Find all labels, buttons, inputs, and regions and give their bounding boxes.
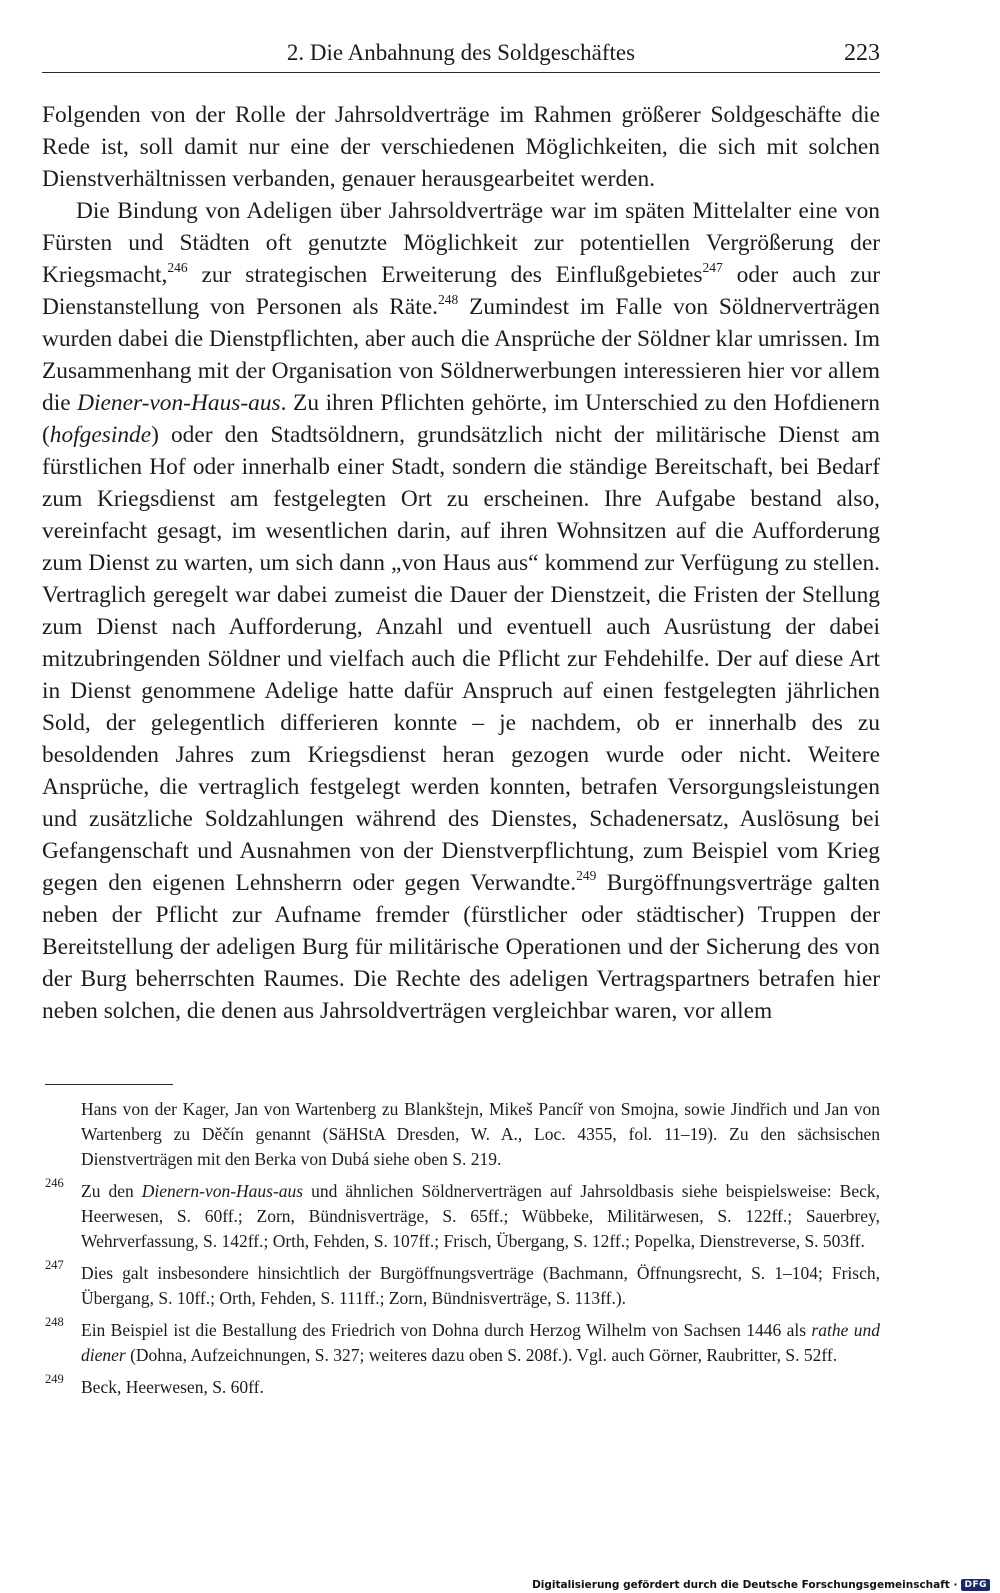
text-run: Burgöffnungsverträge galten neben der Pflicht zur Aufname fremder (fürstlicher oder städtischer) Truppen der Bereitstellung der adeligen Burg für militärische Operationen und der Sicherung des von der Burg beherrschten Raumes. Die Rechte des adeligen Vertragspartners betrafen hier neben solchen, die denen aus Jahrsoldverträgen vergleichbar waren, vor allem: [42, 870, 880, 1024]
footnote-248: [45, 1315, 880, 1368]
main-text: [42, 99, 880, 1027]
footnote-number: 246: [45, 1176, 64, 1190]
page-number: 223: [844, 40, 880, 66]
dfg-logo: DFG: [961, 1579, 990, 1591]
footnote-ref-248[interactable]: 248: [438, 292, 459, 307]
footnote-text: (Dohna, Aufzeichnungen, S. 327; weiteres dazu oben S. 208f.). Vgl. auch Görner, Raubritter, S. 52ff.: [125, 1345, 838, 1365]
footnote-text: und ähnlichen Söldnerverträgen auf Jahrsoldbasis siehe beispielsweise: Beck, Heerwesen, S. 60ff.; Zorn, Bündnisverträge, S. 65ff.; Wübbeke, Militärwesen, S. 122ff.; Sauerbrey, Wehrverfassung, S. 142ff.; Orth, Fehden, S. 107ff.; Frisch, Übergang, S. 12ff.; Popelka, Dienstreverse, S. 503ff.: [81, 1181, 880, 1251]
italic-term-hofgesinde: hofgesinde: [49, 422, 152, 448]
footnote-text: Ein Beispiel ist die Bestallung des Friedrich von Dohna durch Herzog Wilhelm von Sachsen 1446 als: [81, 1320, 812, 1340]
text-run: zur strategischen Erweiterung des Einflußgebietes: [187, 262, 703, 288]
footnote-text: Beck, Heerwesen, S. 60ff.: [81, 1377, 264, 1397]
footnote-number: 248: [45, 1315, 64, 1329]
footnotes: [45, 1097, 880, 1400]
credit-text: Digitalisierung gefördert durch die Deutsche Forschungsgemeinschaft ·: [532, 1579, 958, 1591]
footnote-separator: [45, 1084, 173, 1085]
footnote-247: [45, 1258, 880, 1311]
text-run: Zumindest im Falle von Söldnerverträgen wurden dabei die Dienstpflichten, aber auch die Ansprüche der Söldner klar umrissen. Im Zusammenhang mit der Organisation von Söldnerwerbungen interessieren hier vor allem die: [42, 294, 880, 416]
paragraph-continued: Folgenden von der Rolle der Jahrsoldverträge im Rahmen größerer Soldgeschäfte die Rede ist, soll damit nur eine der verschiedenen Möglichkeiten, die sich mit solchen Dienstverhältnissen verbanden, genauer herausgearbeitet werden.: [42, 102, 880, 192]
paragraph-jahrsold: [42, 195, 880, 1027]
text-run: ) oder den Stadtsöldnern, grundsätzlich nicht der militärische Dienst am fürstlichen Hof oder innerhalb einer Stadt, sondern die ständige Bereitschaft, bei Bedarf zum Kriegsdienst am festgelegten Ort zu erscheinen. Ihre Aufgabe bestand also, vereinfacht gesagt, im wesentlichen darin, auf ihren Wohnsitzen auf die Aufforderung zum Dienst zu warten, um sich dann „von Haus aus“ kommend zur Verfügung zu stellen. Vertraglich geregelt war dabei zumeist die Dauer der Dienstzeit, die Fristen der Stellung zum Dienst nach Aufforderung, Anzahl und eventuell auch Ausrüstung der dabei mitzubringenden Söldner und vielfach auch die Pflicht zur Fehdehilfe. Der auf diese Art in Dienst genommene Adelige hatte dafür Anspruch auf einen festgelegten jährlichen Sold, der gelegentlich differieren konnte – je nachdem, ob er innerhalb des zu besoldenden Jahres zum Kriegsdienst heran gezogen wurde oder nicht. Weitere Ansprüche, die vertraglich festgelegt werden konnten, betrafen Versorgungsleistungen und zusätzliche Soldzahlungen während des Dienstes, Schadenersatz, Auslösung bei Gefangenschaft und Ausnahmen von der Dienstverpflichtung, zum Beispiel vom Krieg gegen den eigenen Lehnsherrn oder gegen Verwandte.: [42, 422, 880, 896]
text-run: . Zu ihren Pflichten gehörte, im Unterschied zu den Hofdienern (: [42, 390, 880, 448]
text-run: Die Bindung von Adeligen über Jahrsoldverträge war im späten Mittelalter eine von Fürsten und Städten oft genutzte Möglichkeit zur potentiellen Vergrößerung der Kriegsmacht,: [42, 198, 880, 288]
footnote-italic: Dienern-von-Haus-aus: [141, 1181, 304, 1201]
footnote-text: Dies galt insbesondere hinsichtlich der Burgöffnungsverträge (Bachmann, Öffnungsrecht, S. 1–104; Frisch, Übergang, S. 10ff.; Orth, Fehden, S. 111ff.; Zorn, Bündnisverträge, S. 113ff.).: [81, 1263, 880, 1308]
footnote-246: [45, 1176, 880, 1254]
digitization-credit: [532, 1579, 990, 1591]
footnote-ref-247[interactable]: 247: [702, 260, 723, 275]
footnote-249: [45, 1372, 880, 1400]
footnote-ref-246[interactable]: 246: [167, 260, 188, 275]
footnote-text: Zu den: [81, 1181, 142, 1201]
footnote-text: Hans von der Kager, Jan von Wartenberg zu Blankštejn, Mikeš Pancíř von Smojna, sowie Jindřich und Jan von Wartenberg zu Děčín genannt (SäHStA Dresden, W. A., Loc. 4355, fol. 11–19). Zu den sächsischen Dienstverträgen mit den Berka von Dubá siehe oben S. 219.: [81, 1099, 880, 1169]
footnote-continued: [45, 1097, 880, 1172]
running-header: [42, 38, 880, 73]
running-title: 2. Die Anbahnung des Soldgeschäftes: [286, 40, 636, 65]
footnote-number: 247: [45, 1258, 64, 1272]
footnote-italic: rathe und diener: [81, 1320, 880, 1365]
italic-term-diener: Diener-von-Haus-aus: [77, 390, 281, 416]
footnote-number: 249: [45, 1372, 64, 1386]
text-run: oder auch zur Dienstanstellung von Personen als Räte.: [42, 262, 880, 320]
footnote-ref-249[interactable]: 249: [576, 868, 597, 883]
